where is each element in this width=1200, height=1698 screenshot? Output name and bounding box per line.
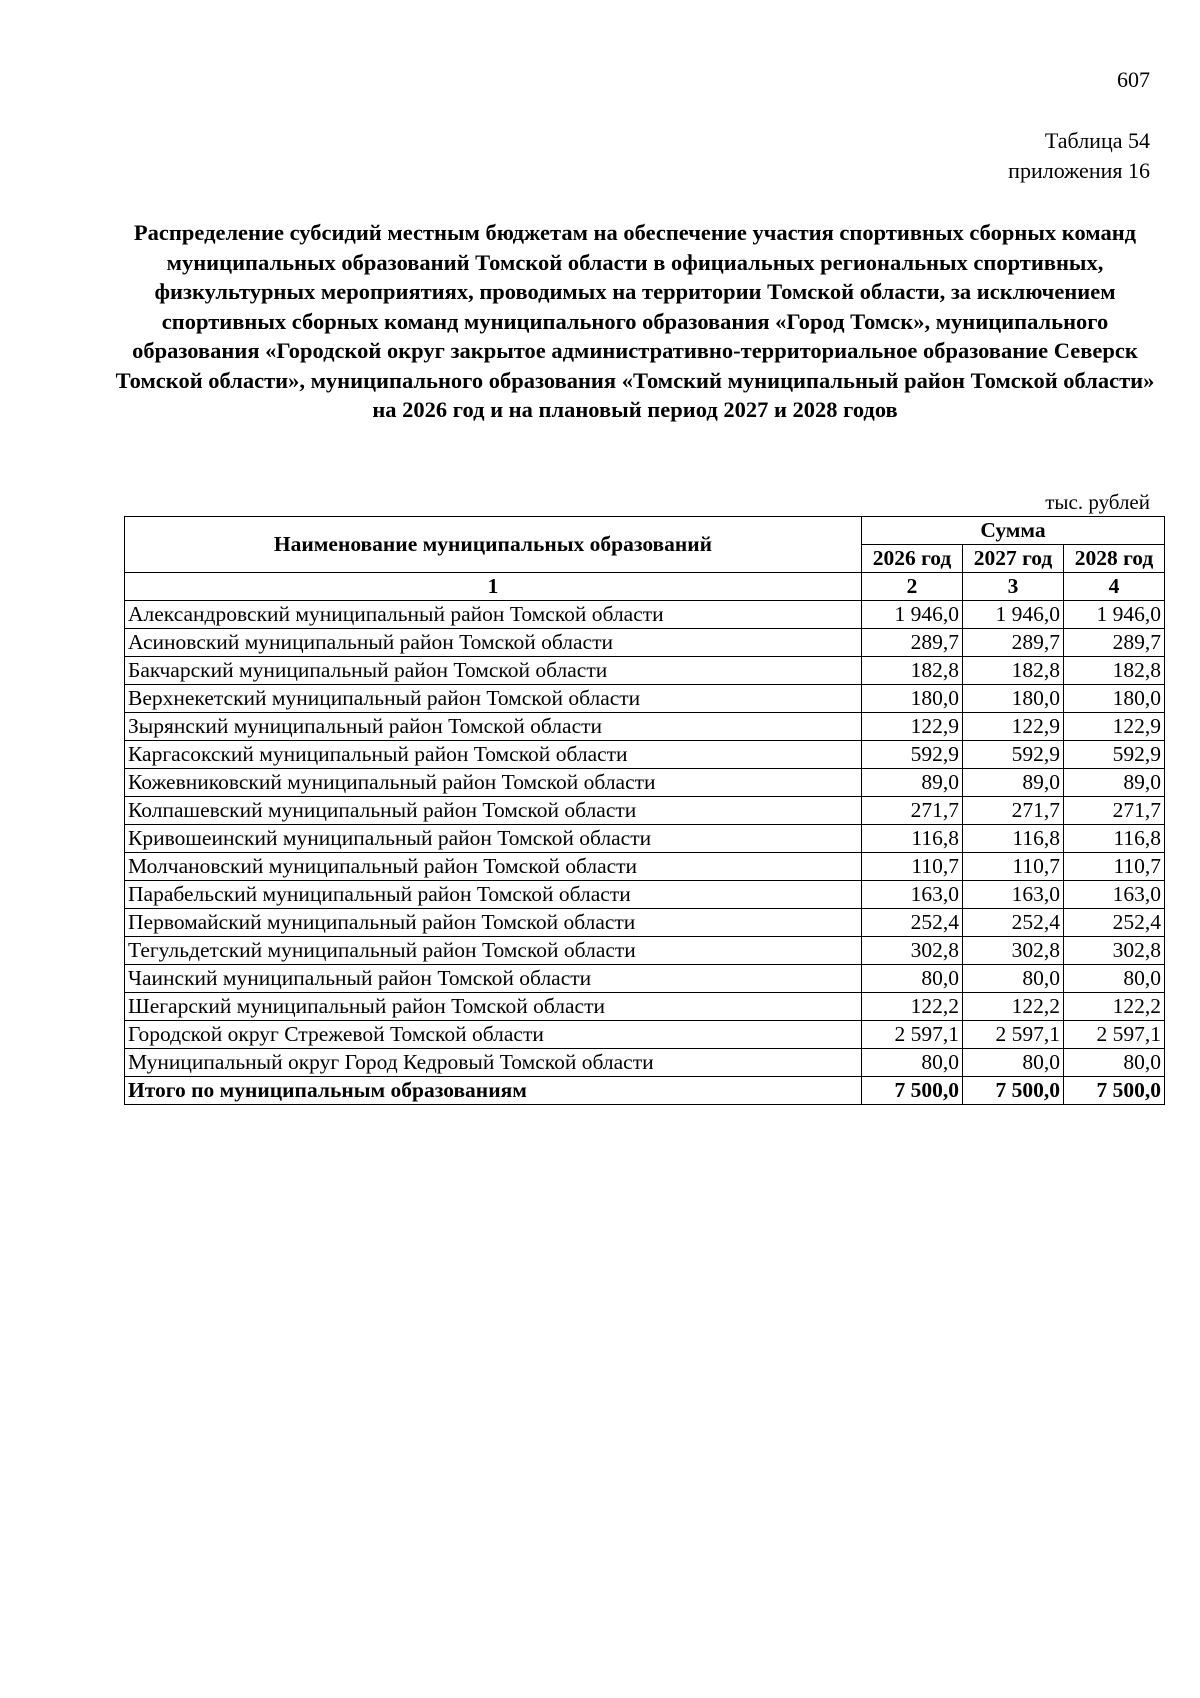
value-2026: 163,0: [862, 881, 963, 909]
header-sum: Сумма: [862, 517, 1165, 545]
subsidy-table: [124, 516, 1165, 1105]
table-row: [125, 909, 1165, 937]
table-row: [125, 713, 1165, 741]
value-2026: 122,2: [862, 993, 963, 1021]
value-2028: 89,0: [1064, 769, 1165, 797]
value-2027: 271,7: [963, 797, 1064, 825]
value-2026: 110,7: [862, 853, 963, 881]
value-2026: 592,9: [862, 741, 963, 769]
municipality-name: Тегульдетский муниципальный район Томской области: [125, 937, 862, 965]
value-2026: 289,7: [862, 629, 963, 657]
value-2028: 592,9: [1064, 741, 1165, 769]
value-2028: 163,0: [1064, 881, 1165, 909]
document-title: Распределение субсидий местным бюджетам на обеспечение участия спортивных сборных команд муниципальных образований Томской области в официальных региональных спортивных, физкультурных мероприятиях, проводимых на территории Томской области, за исключением спортивных сборных команд муниципального образования «Город Томск», муниципального образования «Городской округ закрытое административно-территориальное образование Северск Томской области», муниципального образования «Томский муниципальный район Томской области» на 2026 год и на плановый период 2027 и 2028 годов: [115, 220, 1155, 422]
value-2027: 116,8: [963, 825, 1064, 853]
table-row: [125, 601, 1165, 629]
value-2028: 180,0: [1064, 685, 1165, 713]
table-row: [125, 629, 1165, 657]
value-2026: 180,0: [862, 685, 963, 713]
table-body: [125, 601, 1165, 1077]
municipality-name: Кривошеинский муниципальный район Томской области: [125, 825, 862, 853]
header-year-2028: 2028 год: [1064, 545, 1165, 573]
municipality-name: Муниципальный округ Город Кедровый Томской области: [125, 1049, 862, 1077]
total-2026: 7 500,0: [862, 1077, 963, 1105]
total-2027: 7 500,0: [963, 1077, 1064, 1105]
municipality-name: Парабельский муниципальный район Томской области: [125, 881, 862, 909]
column-number: 1: [125, 573, 862, 601]
value-2028: 2 597,1: [1064, 1021, 1165, 1049]
total-label: Итого по муниципальным образованиям: [125, 1077, 862, 1105]
value-2028: 80,0: [1064, 965, 1165, 993]
value-2028: 271,7: [1064, 797, 1165, 825]
value-2028: 182,8: [1064, 657, 1165, 685]
municipality-name: Молчановский муниципальный район Томской области: [125, 853, 862, 881]
municipality-name: Городской округ Стрежевой Томской области: [125, 1021, 862, 1049]
column-number: 2: [862, 573, 963, 601]
value-2027: 163,0: [963, 881, 1064, 909]
value-2028: 289,7: [1064, 629, 1165, 657]
value-2027: 2 597,1: [963, 1021, 1064, 1049]
value-2026: 80,0: [862, 1049, 963, 1077]
table-row: [125, 1049, 1165, 1077]
page-number: 607: [1117, 67, 1150, 92]
value-2026: 89,0: [862, 769, 963, 797]
table-row: [125, 825, 1165, 853]
value-2028: 1 946,0: [1064, 601, 1165, 629]
value-2027: 302,8: [963, 937, 1064, 965]
municipality-name: Бакчарский муниципальный район Томской области: [125, 657, 862, 685]
value-2027: 80,0: [963, 965, 1064, 993]
table-row: [125, 797, 1165, 825]
total-row: [125, 1077, 1165, 1105]
column-number: 4: [1064, 573, 1165, 601]
table-caption-line-2: приложения 16: [1008, 158, 1150, 183]
municipality-name: Асиновский муниципальный район Томской области: [125, 629, 862, 657]
value-2027: 122,2: [963, 993, 1064, 1021]
municipality-name: Чаинский муниципальный район Томской области: [125, 965, 862, 993]
table-row: [125, 1021, 1165, 1049]
value-2026: 302,8: [862, 937, 963, 965]
value-2027: 592,9: [963, 741, 1064, 769]
value-2028: 122,2: [1064, 993, 1165, 1021]
header-year-2026: 2026 год: [862, 545, 963, 573]
municipality-name: Первомайский муниципальный район Томской области: [125, 909, 862, 937]
value-2026: 80,0: [862, 965, 963, 993]
value-2026: 2 597,1: [862, 1021, 963, 1049]
value-2028: 302,8: [1064, 937, 1165, 965]
table-row: [125, 965, 1165, 993]
value-2027: 122,9: [963, 713, 1064, 741]
value-2026: 116,8: [862, 825, 963, 853]
value-2028: 122,9: [1064, 713, 1165, 741]
value-2026: 1 946,0: [862, 601, 963, 629]
header-name: Наименование муниципальных образований: [125, 517, 862, 573]
table-caption-line-1: Таблица 54: [1044, 128, 1150, 153]
value-2027: 80,0: [963, 1049, 1064, 1077]
municipality-name: Александровский муниципальный район Томской области: [125, 601, 862, 629]
municipality-name: Зырянский муниципальный район Томской области: [125, 713, 862, 741]
table-row: [125, 937, 1165, 965]
municipality-name: Верхнекетский муниципальный район Томской области: [125, 685, 862, 713]
municipality-name: Колпашевский муниципальный район Томской области: [125, 797, 862, 825]
municipality-name: Каргасокский муниципальный район Томской области: [125, 741, 862, 769]
units-label: тыс. рублей: [1045, 490, 1150, 514]
table-row: [125, 741, 1165, 769]
header-year-2027: 2027 год: [963, 545, 1064, 573]
value-2027: 180,0: [963, 685, 1064, 713]
value-2026: 271,7: [862, 797, 963, 825]
municipality-name: Кожевниковский муниципальный район Томской области: [125, 769, 862, 797]
value-2027: 252,4: [963, 909, 1064, 937]
table-row: [125, 853, 1165, 881]
value-2027: 89,0: [963, 769, 1064, 797]
value-2027: 110,7: [963, 853, 1064, 881]
value-2028: 110,7: [1064, 853, 1165, 881]
value-2026: 182,8: [862, 657, 963, 685]
value-2027: 289,7: [963, 629, 1064, 657]
value-2028: 116,8: [1064, 825, 1165, 853]
total-2028: 7 500,0: [1064, 1077, 1165, 1105]
table-row: [125, 993, 1165, 1021]
value-2026: 122,9: [862, 713, 963, 741]
table-row: [125, 769, 1165, 797]
table-row: [125, 685, 1165, 713]
value-2026: 252,4: [862, 909, 963, 937]
value-2028: 252,4: [1064, 909, 1165, 937]
value-2027: 1 946,0: [963, 601, 1064, 629]
municipality-name: Шегарский муниципальный район Томской области: [125, 993, 862, 1021]
table-caption: [750, 126, 1150, 186]
value-2028: 80,0: [1064, 1049, 1165, 1077]
table-row: [125, 657, 1165, 685]
column-number: 3: [963, 573, 1064, 601]
table-row: [125, 881, 1165, 909]
value-2027: 182,8: [963, 657, 1064, 685]
